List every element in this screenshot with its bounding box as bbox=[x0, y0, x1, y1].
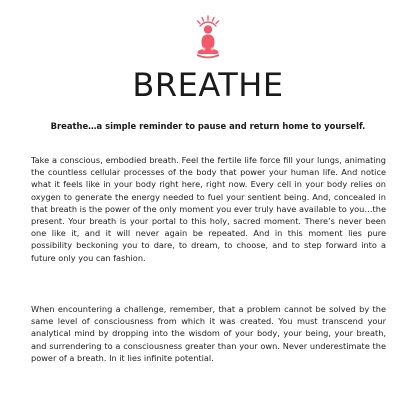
subtitle: Breathe…a simple reminder to pause and return home to yourself. bbox=[50, 121, 366, 131]
paragraph-2: When encountering a challenge, remember, that a problem cannot be solved by the same level of consciousness from which it was created. You must transcend your analytical mind by dropping into the wisdom of your body, your being, your breath, and surrendering to a consciousness greater than your own. Never underestimate the power of a breath. In it lies infinite potential. bbox=[31, 304, 386, 363]
page-title: BREATHE bbox=[132, 66, 284, 104]
lotus-meditation-icon bbox=[191, 14, 225, 60]
paragraph-1: Take a conscious, embodied breath. Feel the fertile life force fill your lungs, animating the countless cellular processes of the body that power your human life. And notice what it feels like in your body right here, right now. Every cell in your body relies on oxygen to generate the energy needed to fuel your sentient being. And, concealed in that breath is the power of the only moment you ever truly have available to you…the present. Your breath is your portal to this holy, sacred moment. There’s never been one like it, and it will never again be repeated. And in this moment lies pure possibility beckoning you to dare, to dream, to choose, and to step forward into a future only you can fashion. bbox=[31, 155, 386, 263]
